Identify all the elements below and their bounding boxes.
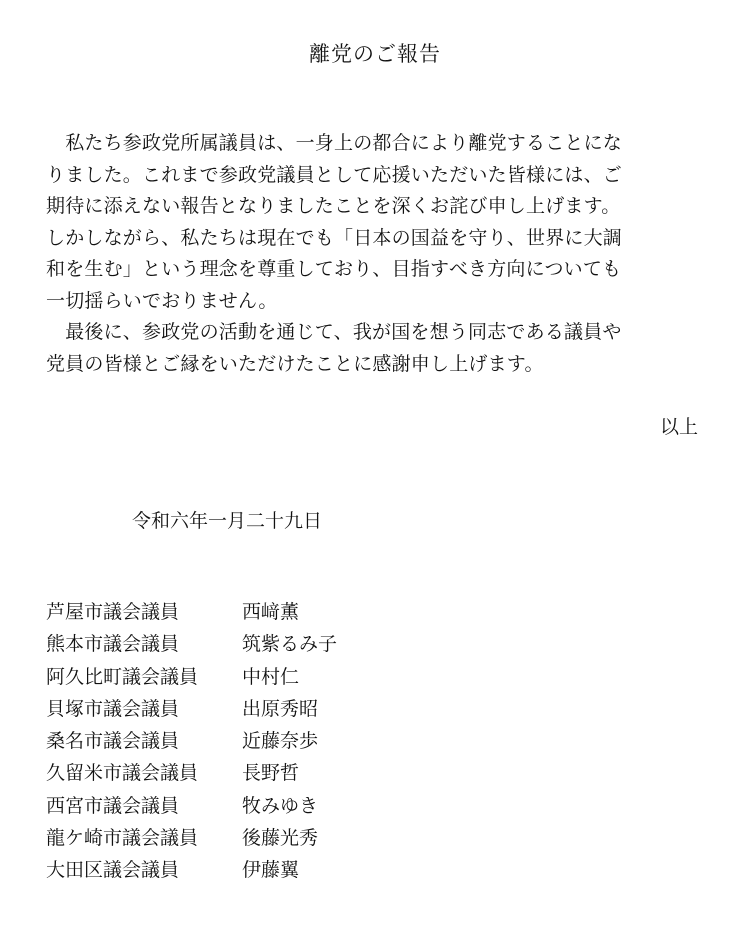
signatory-title: 大田区議会議員: [46, 859, 180, 882]
signatory-title: 阿久比町議会議員: [46, 665, 199, 688]
body-line: りました。これまで参政党議員として応援いただいた皆様には、ご: [46, 163, 623, 186]
signatory-row: [46, 790, 337, 822]
signatory-name: 筑紫るみ子: [242, 633, 338, 656]
body-line: 和を生む」という理念を尊重しており、目指すべき方向についても: [46, 258, 622, 280]
body-line: 党員の皆様とご縁をいただけたことに感謝申し上げます。: [46, 352, 544, 375]
signatory-title: 貝塚市議会議員: [46, 697, 180, 720]
body-line: 一切揺らいでおりません。: [46, 289, 278, 312]
signatory-name: 出原秀昭: [242, 697, 319, 720]
body-line: 私たち参政党所属議員は、一身上の都合により離党することにな: [46, 132, 623, 154]
signatory-row: [46, 757, 337, 789]
signatory-name: 長野哲: [242, 762, 300, 785]
signatory-row: [46, 854, 337, 886]
closing-mark: 以上: [659, 416, 698, 438]
signatory-list: [46, 596, 337, 887]
body-line: 最後に、参政党の活動を通じて、我が国を想う同志である議員や: [46, 321, 622, 343]
signatory-name: 近藤奈歩: [242, 730, 319, 753]
document-title: 離党のご報告: [309, 42, 441, 66]
body-line: しかしながら、私たちは現在でも「日本の国益を守り、世界に大調: [46, 226, 623, 249]
signatory-name: 牧みゆき: [242, 794, 319, 817]
signatory-name: 西﨑薫: [242, 601, 300, 623]
signatory-row: [46, 628, 337, 660]
signatory-title: 桑名市議会議員: [46, 730, 180, 753]
signatory-title: 西宮市議会議員: [46, 794, 180, 817]
signatory-title: 芦屋市議会議員: [46, 601, 180, 623]
body-line: 期待に添えない報告となりましたことを深くお詫び申し上げます。: [46, 195, 621, 217]
signatory-row: [46, 725, 337, 757]
signatory-row: [46, 661, 337, 693]
signatory-name: 中村仁: [242, 665, 300, 688]
signatory-row: [46, 693, 337, 725]
signatory-row: [46, 596, 337, 628]
document-date: 令和六年一月二十九日: [132, 510, 323, 532]
signatory-title: 熊本市議会議員: [46, 633, 180, 656]
signatory-name: 伊藤翼: [242, 859, 300, 882]
body-paragraph: [46, 128, 706, 380]
signatory-name: 後藤光秀: [242, 827, 319, 850]
signatory-row: [46, 822, 337, 854]
signatory-title: 龍ケ崎市議会議員: [46, 827, 199, 850]
signatory-title: 久留米市議会議員: [46, 762, 199, 785]
